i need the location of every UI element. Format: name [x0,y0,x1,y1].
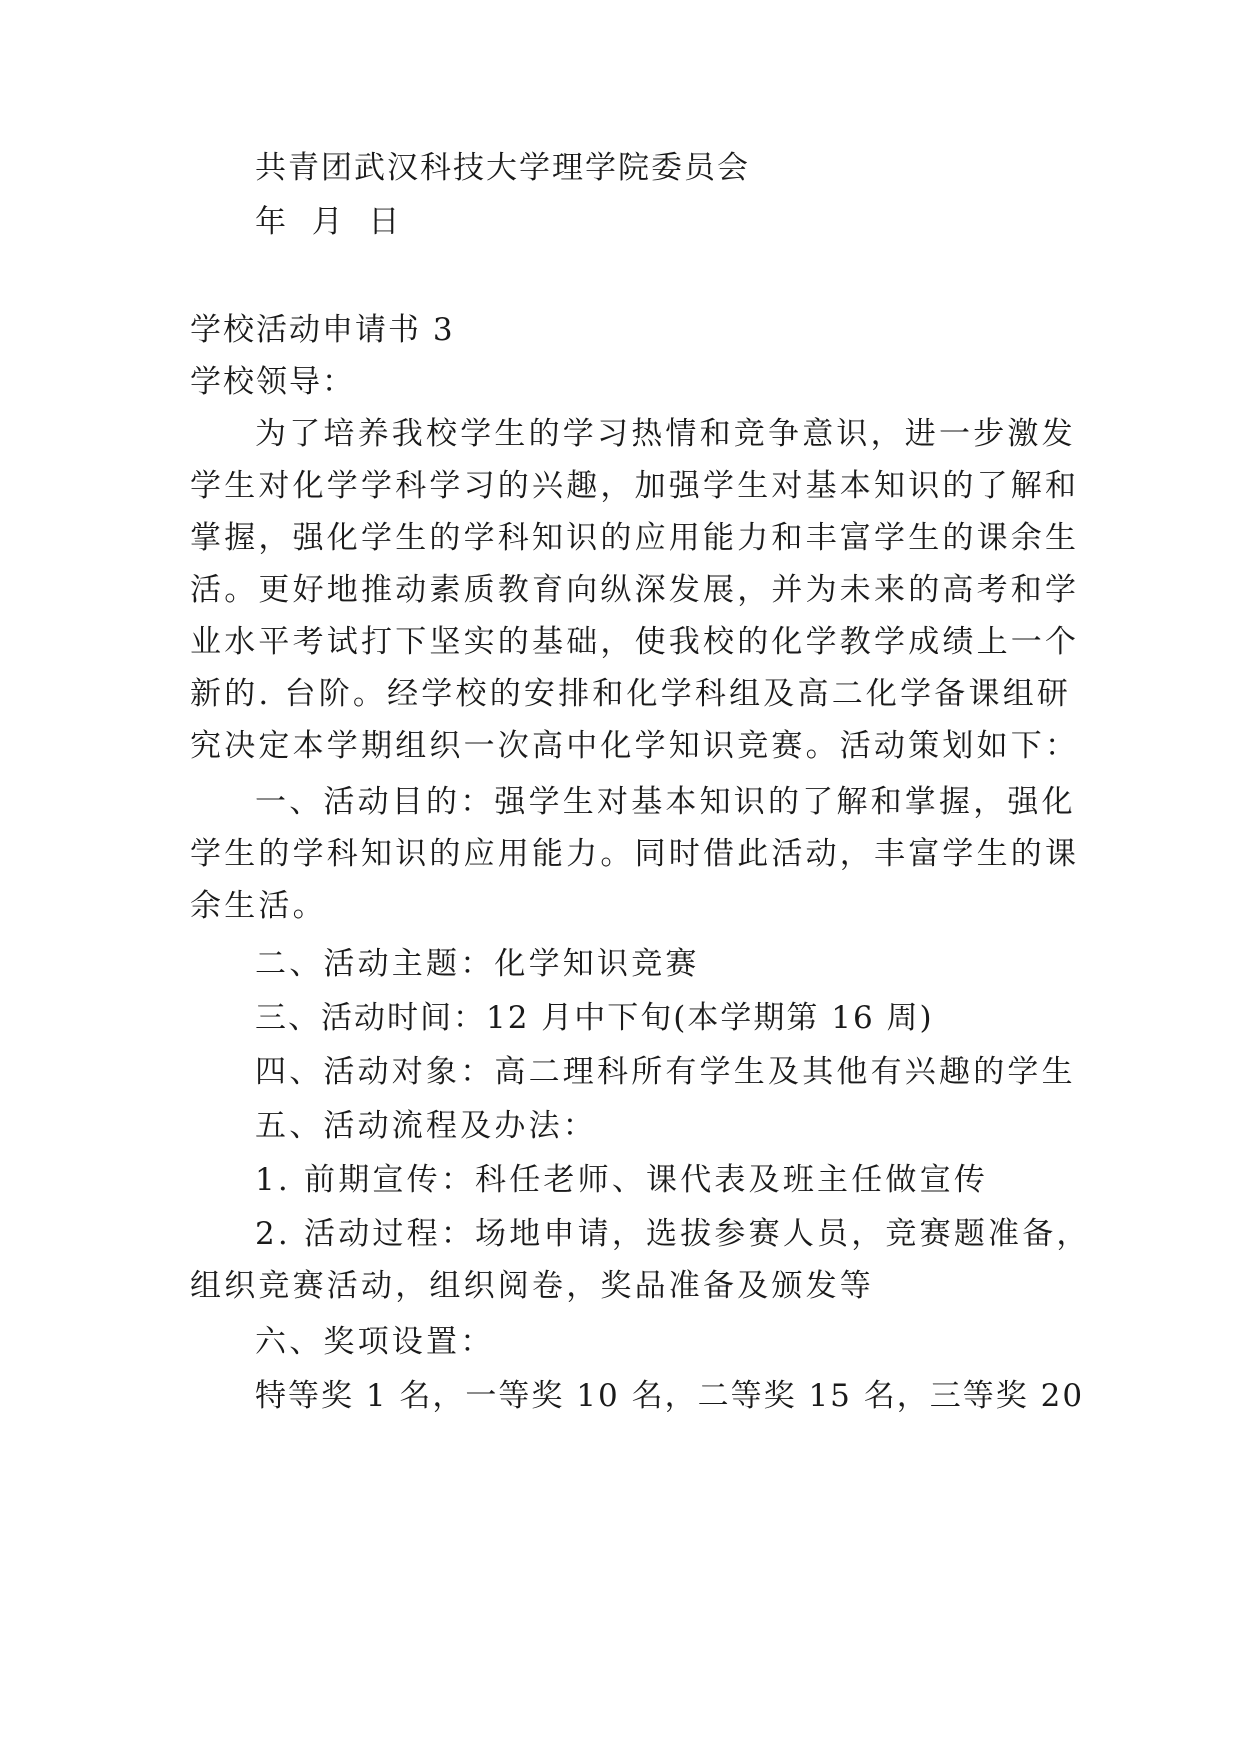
intro-line: 学生对化学学科学习的兴趣，加强学生对基本知识的了解和 [190,468,1080,504]
awards-line: 特等奖 1 名，一等奖 10 名，二等奖 15 名，三等奖 20 [255,1378,1085,1414]
section-theme: 二、活动主题：化学知识竞赛 [255,946,700,982]
process-step-2: 2. 活动过程：场地申请，选拔参赛人员，竞赛题准备， [255,1216,1091,1252]
salutation: 学校领导： [190,364,355,400]
process-step-2-cont: 组织竞赛活动，组织阅卷，奖品准备及颁发等 [190,1268,874,1304]
purpose-line: 余生活。 [190,888,327,924]
intro-line: 业水平考试打下坚实的基础，使我校的化学教学成绩上一个 [190,624,1080,660]
section-awards-heading: 六、奖项设置： [255,1324,495,1360]
intro-line: 究决定本学期组织一次高中化学知识竞赛。活动策划如下： [190,728,1080,764]
intro-line: 活。更好地推动素质教育向纵深发展，并为未来的高考和学 [190,572,1080,608]
signature-date: 年 月 日 [255,204,402,240]
section-audience: 四、活动对象：高二理科所有学生及其他有兴趣的学生 [255,1054,1076,1090]
process-step-1: 1. 前期宣传：科任老师、课代表及班主任做宣传 [255,1162,989,1198]
document-title: 学校活动申请书 3 [190,312,455,348]
intro-line: 为了培养我校学生的学习热情和竞争意识，进一步激发 [255,416,1076,452]
intro-line: 掌握，强化学生的学科知识的应用能力和丰富学生的课余生 [190,520,1080,556]
intro-line: 新的. 台阶。经学校的安排和化学科组及高二化学备课组研 [190,676,1072,712]
section-process-heading: 五、活动流程及办法： [255,1108,597,1144]
signature-org: 共青团武汉科技大学理学院委员会 [255,150,750,186]
purpose-line: 一、活动目的：强学生对基本知识的了解和掌握，强化 [255,784,1076,820]
section-time: 三、活动时间：12 月中下旬(本学期第 16 周) [255,1000,934,1036]
purpose-line: 学生的学科知识的应用能力。同时借此活动，丰富学生的课 [190,836,1080,872]
